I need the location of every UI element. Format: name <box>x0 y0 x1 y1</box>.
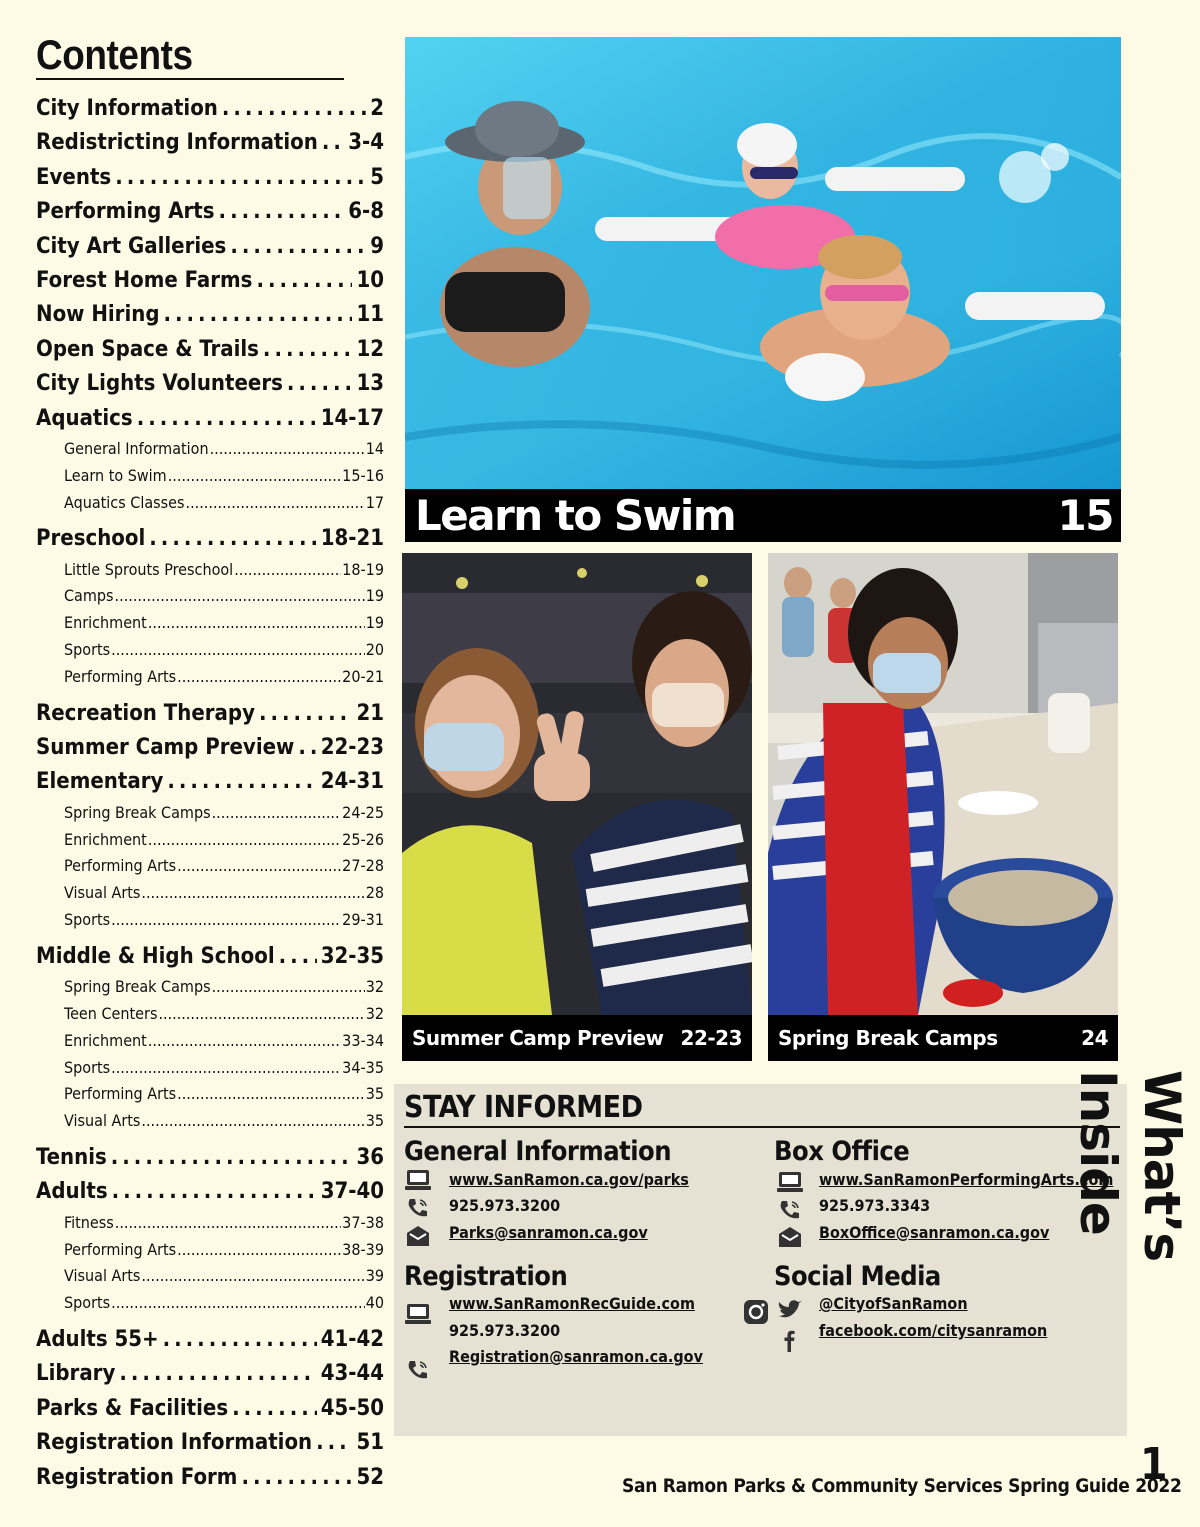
toc-subentry[interactable] <box>36 490 384 517</box>
dot-leader <box>230 230 366 264</box>
email-icon <box>404 1224 432 1248</box>
toc-subentry-page: 35 <box>365 1084 384 1104</box>
contents-title: Contents <box>36 32 344 80</box>
toc-subentry-page: 39 <box>365 1266 384 1286</box>
footer-text: San Ramon Parks & Community Services Spring Guide 2022 <box>622 1475 1182 1497</box>
toc-subentry[interactable] <box>36 1001 384 1028</box>
toc-subentry-label: Visual Arts <box>64 883 141 903</box>
toc-subentry-label: Learn to Swim <box>64 465 167 485</box>
summer-camp-caption-label: Summer Camp Preview <box>412 1026 664 1050</box>
toc-entry-label: Now Hiring <box>36 302 160 328</box>
toc-subentry-label: Sports <box>64 910 111 930</box>
dot-leader <box>141 1263 364 1289</box>
toc-entry-page: 5 <box>370 164 384 190</box>
dot-leader <box>212 800 342 826</box>
dot-leader <box>119 1357 316 1391</box>
toc-entry-label: Aquatics <box>36 405 133 431</box>
toc-entry[interactable] <box>36 1461 384 1495</box>
toc-subentry-page: 20 <box>365 640 384 660</box>
toc-subentry-label: Performing Arts <box>64 666 177 686</box>
toc-subentry-label: Camps <box>64 586 114 606</box>
dot-leader <box>241 1461 352 1495</box>
dot-leader <box>163 298 352 332</box>
toc-entry-page: 18-21 <box>320 526 384 552</box>
toc-subentry-label: Sports <box>64 1293 111 1313</box>
toc-entry[interactable] <box>36 1175 384 1209</box>
toc-subentry[interactable] <box>36 463 384 490</box>
dot-leader <box>158 1001 364 1027</box>
dot-leader <box>111 637 365 663</box>
toc-subentry-label: Performing Arts <box>64 856 177 876</box>
toc-subentry[interactable] <box>36 1081 384 1108</box>
facebook-link[interactable]: facebook.com/citysanramon <box>819 1321 1048 1340</box>
dot-leader <box>141 1108 364 1134</box>
toc-entry[interactable] <box>36 126 384 160</box>
toc-subentry-label: General Information <box>64 438 209 458</box>
toc-subentry-page: 34-35 <box>342 1057 384 1077</box>
toc-subentry[interactable] <box>36 1108 384 1135</box>
registration-phone: 925.973.3200 <box>449 1321 561 1340</box>
toc-entry[interactable] <box>36 402 384 436</box>
toc-entry[interactable] <box>36 195 384 229</box>
dot-leader <box>256 264 352 298</box>
toc-subentry-label: Performing Arts <box>64 1084 177 1104</box>
toc-entry[interactable] <box>36 161 384 195</box>
toc-subentry-label: Little Sprouts Preschool <box>64 559 234 579</box>
toc-subentry-label: Enrichment <box>64 1030 147 1050</box>
toc-subentry-label: Visual Arts <box>64 1111 141 1131</box>
toc-entry-label: City Lights Volunteers <box>36 371 283 397</box>
dot-leader <box>148 827 341 853</box>
toc-entry-page: 41-42 <box>320 1326 384 1352</box>
summer-camp-photo[interactable] <box>402 553 752 1061</box>
toc-entry[interactable] <box>36 765 384 799</box>
spring-break-caption-label: Spring Break Camps <box>778 1026 998 1050</box>
dot-leader <box>111 1290 365 1316</box>
toc-subentry[interactable] <box>36 880 384 907</box>
dot-leader <box>186 490 365 516</box>
toc-entry[interactable] <box>36 940 384 974</box>
toc-entry[interactable] <box>36 1392 384 1426</box>
toc-entry-page: 10 <box>356 267 384 293</box>
twitter-icon[interactable] <box>776 1298 804 1322</box>
toc-entry[interactable] <box>36 367 384 401</box>
toc-subentry-page: 18-19 <box>342 559 384 579</box>
toc-entry-page: 3-4 <box>348 130 384 156</box>
toc-subentry-label: Teen Centers <box>64 1004 158 1024</box>
toc-subentry-page: 17 <box>365 492 384 512</box>
toc-entry-page: 45-50 <box>320 1395 384 1421</box>
toc-entry-label: Library <box>36 1361 116 1387</box>
spring-break-caption-page: 24 <box>1081 1026 1108 1050</box>
dot-leader <box>232 1392 317 1426</box>
swim-scene-image <box>405 37 1121 489</box>
dot-leader <box>212 974 365 1000</box>
dot-leader <box>263 333 353 367</box>
toc-entry-label: Elementary <box>36 769 164 795</box>
twitter-handle-link[interactable]: @CityofSanRamon <box>819 1294 968 1313</box>
toc-subentry-label: Sports <box>64 640 111 660</box>
computer-icon <box>404 1302 432 1326</box>
dot-leader <box>148 610 365 636</box>
dot-leader <box>115 583 365 609</box>
dot-leader <box>111 1141 353 1175</box>
box-office-email-link[interactable]: BoxOffice@sanramon.ca.gov <box>819 1223 1050 1242</box>
toc-subentry-page: 19 <box>365 613 384 633</box>
toc-entry-page: 36 <box>356 1145 384 1170</box>
toc-subentry-page: 29-31 <box>342 910 384 930</box>
toc-entry[interactable] <box>36 333 384 367</box>
dot-leader <box>316 1426 352 1460</box>
computer-icon <box>776 1170 804 1194</box>
toc-subentry[interactable] <box>36 664 384 691</box>
toc-entry[interactable] <box>36 298 384 332</box>
toc-entry-label: Redistricting Information <box>36 130 318 156</box>
general-info-website-link[interactable]: www.SanRamon.ca.gov/parks <box>449 1170 689 1189</box>
toc-subentry-page: 25-26 <box>342 829 384 849</box>
box-office-website-link[interactable]: www.SanRamonPerformingArts.com <box>819 1170 1114 1189</box>
whats-inside-title: What’s Inside <box>1069 1070 1191 1262</box>
toc-entry-label: Performing Arts <box>36 199 215 225</box>
toc-entry-label: Adults <box>36 1179 108 1205</box>
registration-email-link[interactable]: Registration@sanramon.ca.gov <box>449 1347 703 1366</box>
toc-subentry[interactable] <box>36 827 384 854</box>
toc-entry[interactable] <box>36 1357 384 1391</box>
toc-entry[interactable] <box>36 697 384 731</box>
dot-leader <box>222 92 366 126</box>
toc-subentry[interactable] <box>36 1028 384 1055</box>
toc-subentry-page: 14 <box>365 438 384 458</box>
spring-break-scene-image <box>768 553 1118 1015</box>
toc-entry-page: 37-40 <box>320 1179 384 1205</box>
dot-leader <box>259 697 352 731</box>
dot-leader <box>149 522 316 556</box>
toc-entry[interactable] <box>36 230 384 264</box>
toc-subentry-label: Spring Break Camps <box>64 977 211 997</box>
toc-entry-label: Tennis <box>36 1145 107 1170</box>
toc-entry-page: 52 <box>356 1464 384 1490</box>
toc-entry-label: Adults 55+ <box>36 1326 159 1352</box>
toc-subentry[interactable] <box>36 974 384 1001</box>
toc-entry-page: 21 <box>356 700 384 726</box>
toc-entry[interactable] <box>36 1426 384 1460</box>
social-media-heading: Social Media <box>774 1261 941 1292</box>
dot-leader <box>322 126 344 160</box>
toc-entry-page: 14-17 <box>320 405 384 431</box>
toc-entry-label: Preschool <box>36 526 146 552</box>
toc-entry[interactable] <box>36 731 384 765</box>
toc-entry-page: 24-31 <box>320 769 384 795</box>
toc-subentry-page: 32 <box>365 1004 384 1024</box>
dot-leader <box>115 1210 341 1236</box>
dot-leader <box>210 436 365 462</box>
toc-subentry[interactable] <box>36 637 384 664</box>
toc-entry-label: Events <box>36 164 112 190</box>
learn-to-swim-caption-page: 15 <box>1057 491 1113 540</box>
toc-subentry[interactable] <box>36 436 384 463</box>
toc-subentry-page: 15-16 <box>342 465 384 485</box>
toc-subentry-label: Visual Arts <box>64 1266 141 1286</box>
dot-leader <box>111 1055 341 1081</box>
toc-subentry-page: 20-21 <box>342 666 384 686</box>
toc-entry[interactable] <box>36 1141 384 1175</box>
toc-entry[interactable] <box>36 1323 384 1357</box>
toc-entry-label: Parks & Facilities <box>36 1395 229 1421</box>
toc-subentry-label: Aquatics Classes <box>64 492 185 512</box>
general-info-phone: 925.973.3200 <box>449 1196 561 1215</box>
registration-heading: Registration <box>404 1261 568 1292</box>
toc-subentry-label: Spring Break Camps <box>64 802 211 822</box>
toc-subentry-page: 33-34 <box>342 1030 384 1050</box>
phone-icon <box>404 1196 432 1220</box>
toc-entry-page: 32-35 <box>320 943 384 969</box>
stay-informed-panel <box>394 1084 1127 1436</box>
instagram-icon[interactable] <box>742 1300 770 1324</box>
summer-camp-caption-page: 22-23 <box>680 1026 742 1050</box>
toc-subentry-label: Enrichment <box>64 829 147 849</box>
toc-entry-label: Forest Home Farms <box>36 267 253 293</box>
toc-subentry-page: 27-28 <box>342 856 384 876</box>
toc-subentry-label: Performing Arts <box>64 1239 177 1259</box>
dot-leader <box>287 367 353 401</box>
toc-subentry-page: 28 <box>365 883 384 903</box>
toc-entry-label: City Art Galleries <box>36 233 227 259</box>
toc-subentry[interactable] <box>36 583 384 610</box>
toc-subentry-label: Enrichment <box>64 613 147 633</box>
toc-subentry-page: 40 <box>365 1293 384 1313</box>
toc-subentry[interactable] <box>36 610 384 637</box>
dot-leader <box>219 195 345 229</box>
toc-subentry-page: 32 <box>365 977 384 997</box>
toc-entry-page: 6-8 <box>348 199 384 225</box>
dot-leader <box>279 940 317 974</box>
toc-subentry[interactable] <box>36 800 384 827</box>
phone-icon <box>776 1198 804 1222</box>
toc-entry-page: 11 <box>356 302 384 328</box>
toc-subentry[interactable] <box>36 853 384 880</box>
dot-leader <box>168 463 341 489</box>
dot-leader <box>141 880 364 906</box>
toc-entry-page: 43-44 <box>320 1361 384 1387</box>
table-of-contents <box>36 92 384 1495</box>
stay-informed-title: STAY INFORMED <box>404 1090 1120 1128</box>
toc-entry-label: Registration Form <box>36 1464 238 1490</box>
toc-subentry-page: 24-25 <box>342 802 384 822</box>
dot-leader <box>177 853 341 879</box>
toc-entry-page: 22-23 <box>320 735 384 761</box>
toc-subentry-label: Sports <box>64 1057 111 1077</box>
summer-camp-caption <box>402 1015 752 1061</box>
toc-subentry-page: 35 <box>365 1111 384 1131</box>
toc-entry-label: Summer Camp Preview <box>36 735 295 761</box>
facebook-icon[interactable] <box>776 1328 804 1352</box>
toc-entry-label: Middle & High School <box>36 943 275 969</box>
toc-subentry[interactable] <box>36 1263 384 1290</box>
email-icon <box>776 1225 804 1249</box>
learn-to-swim-caption-label: Learn to Swim <box>415 491 736 540</box>
computer-icon <box>404 1168 432 1192</box>
toc-entry-label: City Information <box>36 96 218 121</box>
dot-leader <box>177 1081 365 1107</box>
learn-to-swim-photo[interactable] <box>405 37 1121 542</box>
toc-subentry-page: 37-38 <box>342 1212 384 1232</box>
toc-entry-page: 12 <box>356 336 384 362</box>
general-info-heading: General Information <box>404 1136 672 1167</box>
toc-entry[interactable] <box>36 264 384 298</box>
registration-website-link[interactable]: www.SanRamonRecGuide.com <box>449 1294 695 1313</box>
toc-entry[interactable] <box>36 92 384 126</box>
toc-subentry[interactable] <box>36 1055 384 1082</box>
dot-leader <box>298 731 316 765</box>
toc-subentry-page: 38-39 <box>342 1239 384 1259</box>
toc-entry[interactable] <box>36 522 384 556</box>
box-office-phone: 925.973.3343 <box>819 1196 931 1215</box>
general-info-email-link[interactable]: Parks@sanramon.ca.gov <box>449 1223 648 1242</box>
toc-subentry[interactable] <box>36 1290 384 1317</box>
spring-break-caption <box>768 1015 1118 1061</box>
toc-subentry-page: 19 <box>365 586 384 606</box>
toc-subentry[interactable] <box>36 557 384 584</box>
toc-entry-page: 51 <box>356 1430 384 1456</box>
spring-break-photo[interactable] <box>768 553 1118 1061</box>
phone-icon <box>404 1358 432 1382</box>
dot-leader <box>112 1175 317 1209</box>
dot-leader <box>163 1323 317 1357</box>
learn-to-swim-caption <box>405 489 1121 542</box>
toc-subentry[interactable] <box>36 1237 384 1264</box>
dot-leader <box>167 765 316 799</box>
dot-leader <box>177 1237 341 1263</box>
toc-entry-label: Registration Information <box>36 1430 313 1456</box>
dot-leader <box>111 907 341 933</box>
page-number: 1 <box>1140 1439 1168 1490</box>
dot-leader <box>177 664 341 690</box>
toc-entry-page: 2 <box>370 96 384 121</box>
dot-leader <box>234 557 341 583</box>
box-office-heading: Box Office <box>774 1136 910 1167</box>
dot-leader <box>148 1028 341 1054</box>
toc-entry-page: 13 <box>356 371 384 397</box>
dot-leader <box>137 402 317 436</box>
toc-entry-page: 9 <box>370 233 384 259</box>
toc-subentry-label: Fitness <box>64 1212 114 1232</box>
toc-subentry[interactable] <box>36 907 384 934</box>
toc-entry-label: Open Space & Trails <box>36 336 259 362</box>
summer-camp-scene-image <box>402 553 752 1015</box>
dot-leader <box>115 161 366 195</box>
toc-subentry[interactable] <box>36 1210 384 1237</box>
toc-entry-label: Recreation Therapy <box>36 700 255 726</box>
